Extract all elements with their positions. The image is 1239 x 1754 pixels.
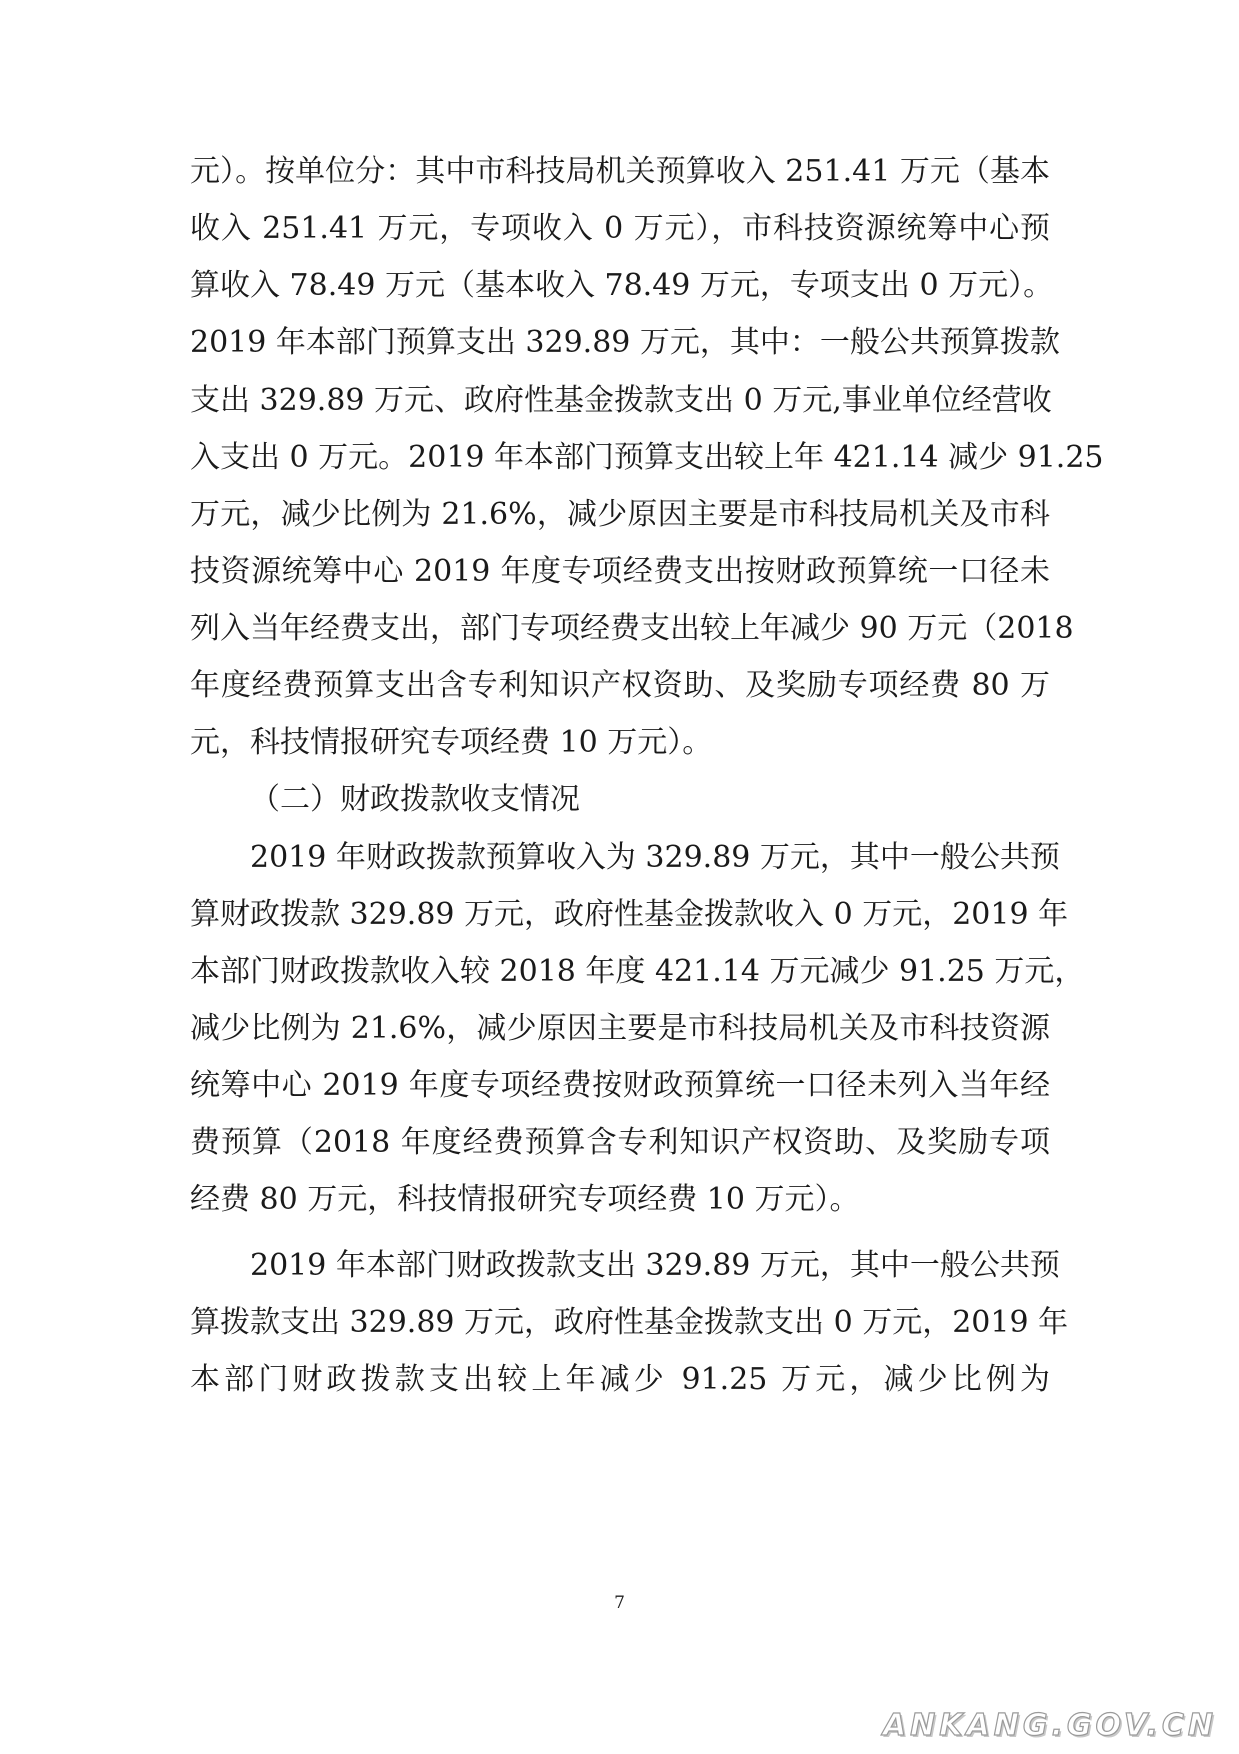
text-line: 2019 年本部门预算支出 329.89 万元，其中：一般公共预算拨款 [190, 325, 1060, 360]
text-line: 万元，减少比例为 21.6%，减少原因主要是市科技局机关及市科 [190, 497, 1050, 532]
text-line: 费预算（2018 年度经费预算含专利知识产权资助、及奖励专项 [190, 1125, 1050, 1160]
text-line: 本部门财政拨款收入较 2018 年度 421.14 万元减少 91.25 万元， [190, 954, 1085, 989]
text-line: 算财政拨款 329.89 万元，政府性基金拨款收入 0 万元，2019 年 [190, 897, 1069, 932]
text-line: 统筹中心 2019 年度专项经费按财政预算统一口径未列入当年经 [190, 1068, 1050, 1103]
text-line: 列入当年经费支出，部门专项经费支出较上年减少 90 万元（2018 [190, 611, 1074, 646]
text-line: 减少比例为 21.6%，减少原因主要是市科技局机关及市科技资源 [190, 1011, 1050, 1046]
text-line: 元）。按单位分：其中市科技局机关预算收入 251.41 万元（基本 [190, 154, 1050, 189]
page-number: 7 [614, 1593, 625, 1613]
text-line: 2019 年财政拨款预算收入为 329.89 万元，其中一般公共预 [250, 840, 1060, 875]
text-line: 2019 年本部门财政拨款支出 329.89 万元，其中一般公共预 [250, 1248, 1060, 1283]
text-line: 本部门财政拨款支出较上年减少 91.25 万元，减少比例为 [190, 1362, 1050, 1397]
text-line: 年度经费预算支出含专利知识产权资助、及奖励专项经费 80 万 [190, 668, 1050, 703]
text-line: 收入 251.41 万元，专项收入 0 万元），市科技资源统筹中心预 [190, 211, 1050, 246]
text-line: 算收入 78.49 万元（基本收入 78.49 万元，专项支出 0 万元）。 [190, 268, 1054, 303]
text-line: 元，科技情报研究专项经费 10 万元）。 [190, 725, 713, 760]
text-line: 入支出 0 万元。2019 年本部门预算支出较上年 421.14 减少 91.25 [190, 440, 1104, 475]
text-line: 经费 80 万元，科技情报研究专项经费 10 万元）。 [190, 1182, 860, 1217]
section-heading: （二）财政拨款收支情况 [250, 782, 580, 817]
text-line: 技资源统筹中心 2019 年度专项经费支出按财政预算统一口径未 [190, 554, 1050, 589]
site-watermark: ANKANG.GOV.CN [882, 1708, 1217, 1743]
text-line: 算拨款支出 329.89 万元，政府性基金拨款支出 0 万元，2019 年 [190, 1305, 1069, 1340]
text-line: 支出 329.89 万元、政府性基金拨款支出 0 万元,事业单位经营收 [190, 383, 1052, 418]
